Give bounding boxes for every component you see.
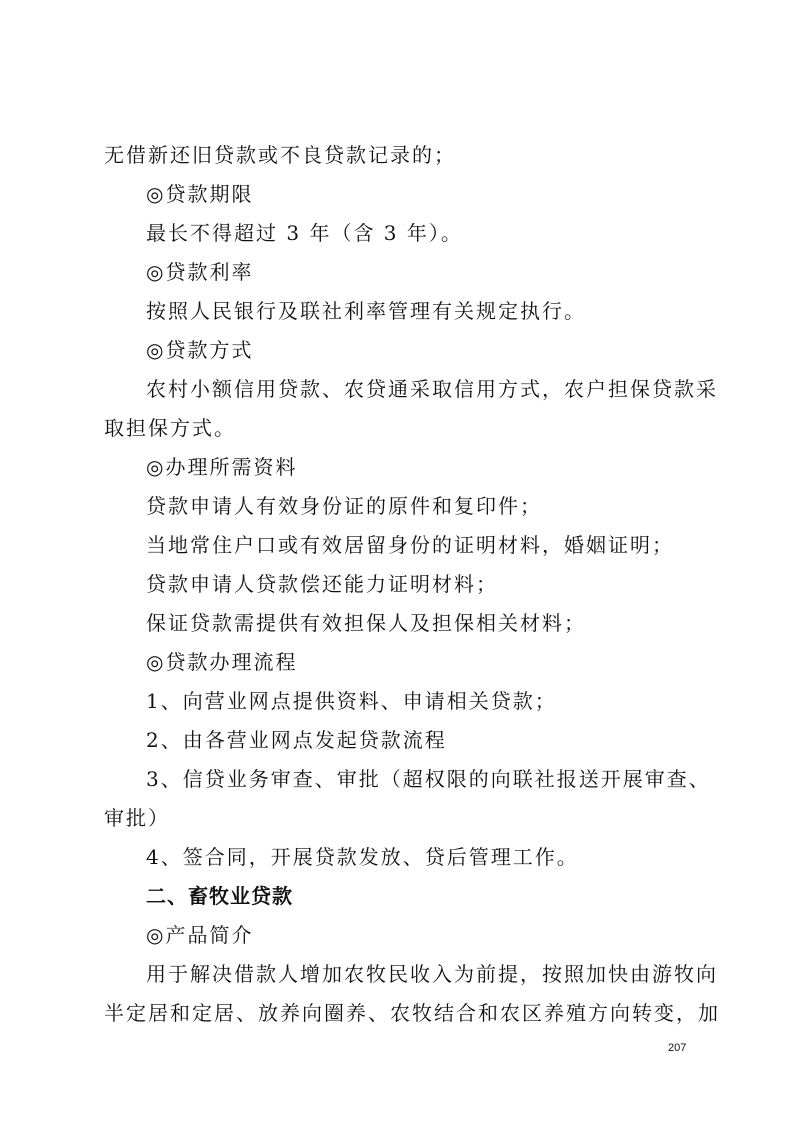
section-label: ◎贷款方式 xyxy=(146,338,254,362)
page-number: 207 xyxy=(668,1042,687,1054)
text-line: 最长不得超过 3 年（含 3 年）。 xyxy=(146,221,463,245)
list-item: 4、签合同，开展贷款发放、贷后管理工作。 xyxy=(146,845,579,869)
section-label: ◎产品简介 xyxy=(146,923,254,947)
text-line: 无借新还旧贷款或不良贷款记录的； xyxy=(104,143,456,167)
text-line: 取担保方式。 xyxy=(104,416,236,440)
text-line: 用于解决借款人增加农牧民收入为前提，按照加快由游牧向 xyxy=(146,962,718,986)
text-line: 半定居和定居、放养向圈养、农牧结合和农区养殖方向转变，加 xyxy=(104,1001,720,1025)
text-line: 按照人民银行及联社利率管理有关规定执行。 xyxy=(146,299,586,323)
list-item-continuation: 审批） xyxy=(104,806,170,830)
list-item: 3、信贷业务审查、审批（超权限的向联社报送开展审查、 xyxy=(146,767,711,791)
list-item: 2、由各营业网点发起贷款流程 xyxy=(146,728,447,752)
section-label: ◎贷款办理流程 xyxy=(146,650,298,674)
section-label: ◎贷款利率 xyxy=(146,260,254,284)
text-line: 农村小额信用贷款、农贷通采取信用方式，农户担保贷款采 xyxy=(146,377,718,401)
text-line: 贷款申请人有效身份证的原件和复印件； xyxy=(146,494,542,518)
section-heading: 二、畜牧业贷款 xyxy=(146,884,293,908)
section-label: ◎办理所需资料 xyxy=(146,455,298,479)
list-item: 1、向营业网点提供资料、申请相关贷款； xyxy=(146,689,557,713)
text-line: 贷款申请人贷款偿还能力证明材料； xyxy=(146,572,498,596)
text-line: 保证贷款需提供有效担保人及担保相关材料； xyxy=(146,611,586,635)
section-label: ◎贷款期限 xyxy=(146,182,254,206)
text-line: 当地常住户口或有效居留身份的证明材料，婚姻证明； xyxy=(146,533,674,557)
